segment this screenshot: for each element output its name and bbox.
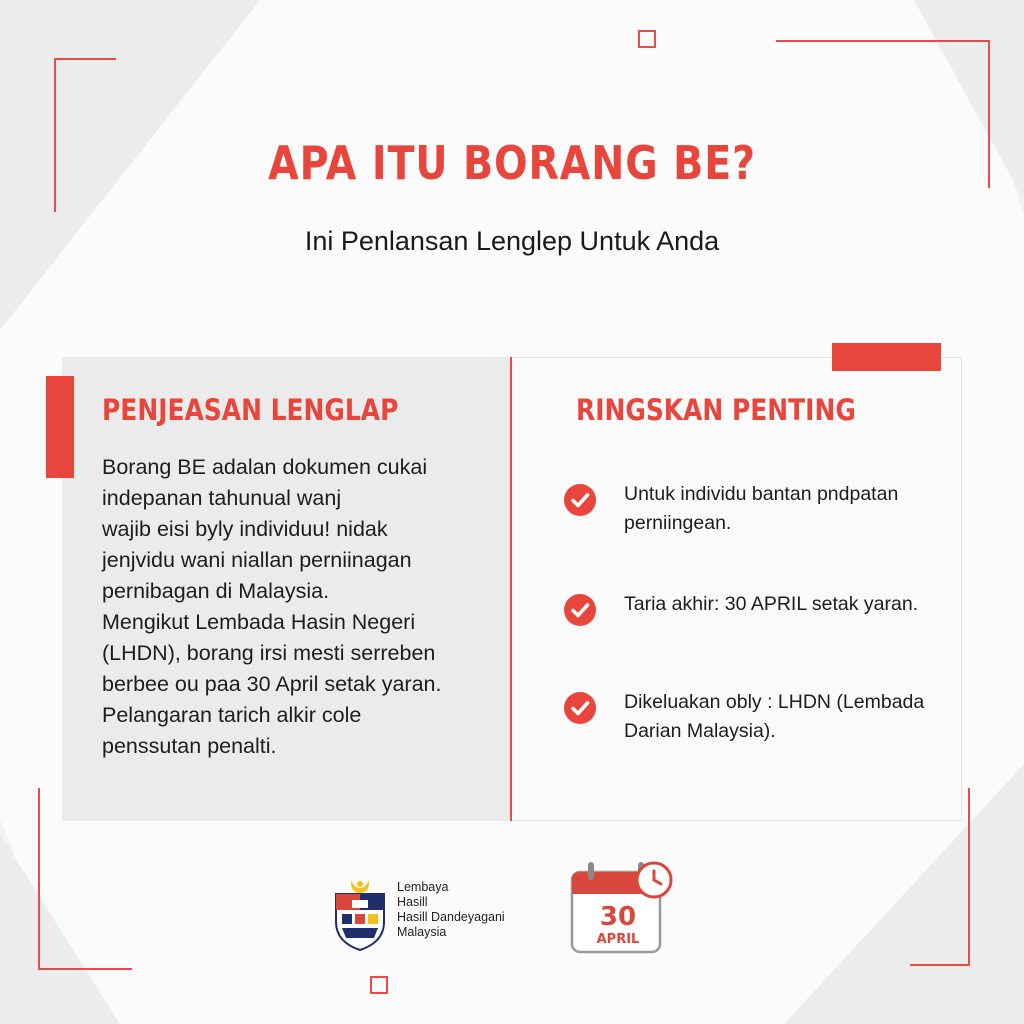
organization-name-line: Malaysia <box>397 925 447 939</box>
accent-bar <box>46 376 74 478</box>
explanation-line: Pelangaran tarich alkir cole <box>102 703 362 727</box>
organization-name <box>397 880 505 940</box>
decorative-square <box>638 30 656 48</box>
check-circle-icon <box>564 692 596 724</box>
calendar-month: APRIL <box>596 932 640 947</box>
page-title: APA ITU BORANG BE? <box>268 136 756 190</box>
explanation-line: jenjvidu wani niallan perniinagan <box>102 548 412 572</box>
organization-name-line: Lembaya <box>397 880 449 894</box>
explanation-line: (LHDN), borang irsi mesti serreben <box>102 641 436 665</box>
organization-name-line: Hasill <box>397 895 428 909</box>
explanation-line: wajib eisi byly individuu! nidak <box>102 517 388 541</box>
summary-item-text: Dikeluakan obly : LHDN (Lembada Darian Malaysia). <box>624 691 925 742</box>
accent-bar <box>832 343 941 371</box>
lhdn-crest-icon <box>330 870 390 952</box>
explanation-line: berbee ou paa 30 April setak yaran. <box>102 672 442 696</box>
check-circle-icon <box>564 484 596 516</box>
explanation-line: penssutan penalti. <box>102 734 277 758</box>
explanation-text <box>102 452 502 762</box>
explanation-line: Mengikut Lembada Hasin Negeri <box>102 610 416 634</box>
summary-heading: RINGSKAN PENTING <box>576 393 856 427</box>
calendar-day: 30 <box>599 902 637 932</box>
explanation-line: pernibagan di Malaysia. <box>102 579 330 603</box>
explanation-line: Borang BE adalan dokumen cukai <box>102 455 428 479</box>
summary-item-text: Untuk individu bantan pndpatan perniingean. <box>624 483 899 534</box>
page-subtitle: Ini Penlansan Lenglep Untuk Anda <box>304 226 720 256</box>
explanation-heading: PENJEASAN LENGLAP <box>102 393 399 427</box>
panel-divider <box>510 357 512 821</box>
organization-name-line: Hasill Dandeyagani <box>397 910 505 924</box>
check-circle-icon <box>564 594 596 626</box>
decorative-square <box>370 976 388 994</box>
explanation-line: indepanan tahunual wanj <box>102 486 342 510</box>
summary-item-text: Taria akhir: 30 APRIL setak yaran. <box>624 593 919 615</box>
